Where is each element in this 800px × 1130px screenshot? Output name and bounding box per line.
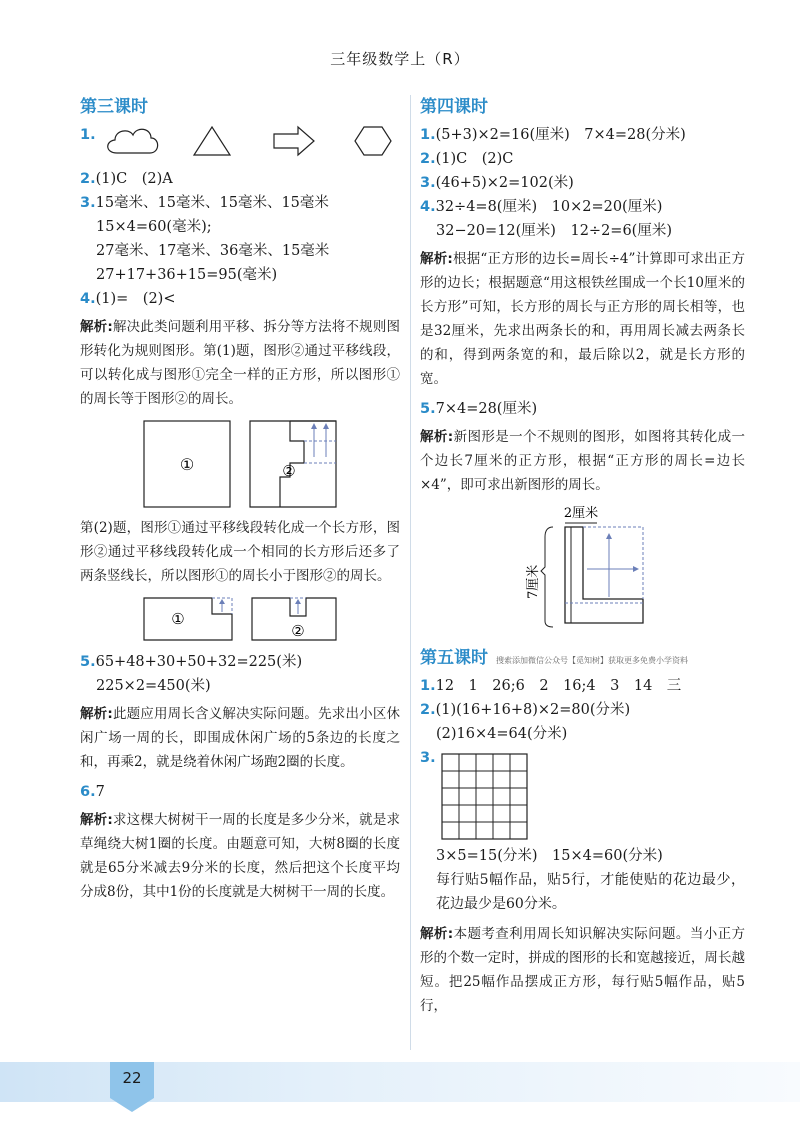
section-title-text: 第五课时 <box>420 648 488 668</box>
answer-number: 1. <box>80 127 96 143</box>
explanation-1 <box>80 315 400 411</box>
figure-rectangles <box>140 594 340 644</box>
answer-number: 3. <box>420 750 436 766</box>
page-number: 22 <box>110 1062 154 1098</box>
answer-text: (5+3)×2=16(厘米) 7×4=28(分米) <box>435 127 686 143</box>
page-header: 三年级数学上（R） <box>330 50 470 68</box>
section-title-lesson3: 第三课时 <box>80 97 148 117</box>
answer-text: 32÷4=8(厘米) 10×2=20(厘米) <box>435 199 663 215</box>
figure-squares <box>140 417 340 512</box>
explanation-text: 根据“正方形的边长=周长÷4”计算即可求出正方形的边长；根据题意“用这根铁丝围成一个长10厘米的长方形”可知，长方形的周长与正方形的周长相等，也是32厘米，先求出两条长的和，再用周长减去两条长的和，得到两条宽的和，最后除以2，就是长方形的宽。 <box>420 251 745 387</box>
explanation-3 <box>80 702 400 774</box>
answer-3 <box>80 191 400 215</box>
square-1-label: ① <box>179 455 195 474</box>
answer-text: 12 1 26;6 2 16;4 3 14 三 <box>435 678 682 694</box>
answer-s5-1 <box>420 674 745 698</box>
explanation-tag: 解析: <box>80 319 113 335</box>
answer-text: 65+48+30+50+32=225(米) <box>95 654 303 670</box>
explanation-tag: 解析: <box>420 926 454 942</box>
cloud-shape <box>108 129 158 153</box>
answer-number: 4. <box>420 199 436 215</box>
square-2-label: ② <box>282 462 296 480</box>
answer-6 <box>80 780 400 804</box>
answer-number: 1. <box>420 678 436 694</box>
answer-number: 5. <box>420 401 436 417</box>
answer-number: 6. <box>80 784 96 800</box>
answer-s5-3-line1: 3×5=15(分米) 15×4=60(分米) <box>436 848 663 864</box>
answer-text: 7 <box>95 784 105 800</box>
answer-number: 2. <box>420 151 436 167</box>
explanation-tag: 解析: <box>420 251 453 267</box>
right-column <box>420 92 745 1024</box>
explanation-4 <box>80 808 400 904</box>
answer-s5-3-line2: 每行贴5幅作品，贴5行，才能使贴的花边最少，花边最少是60分米。 <box>436 872 745 912</box>
answer-text: (1)= (2)< <box>95 291 176 307</box>
explanation-text: 求这棵大树树干一周的长度是多少分米，就是求草绳绕大树1圈的长度。由题意可知，大树8圈的长度就是65分米减去9分米的长度，然后把这个长度平均分成8份，其中1份的长度就是大树树干一周的长度。 <box>80 812 401 900</box>
answer-number: 4. <box>80 291 96 307</box>
answer-1 <box>80 123 400 167</box>
answer-s5-3 <box>420 746 745 844</box>
explanation-text: 本题考查利用周长知识解决实际问题。当小正方形的个数一定时，拼成的图形的长和宽越接近，周长越短。把25幅作品摆成正方形，每行贴5幅作品，贴5行， <box>420 926 746 1014</box>
explanation-r1 <box>420 247 745 391</box>
top-dimension-label: 2厘米 <box>563 506 598 521</box>
answer-4 <box>80 287 400 311</box>
answer-3-line3: 27毫米、17毫米、36毫米、15毫米 <box>96 243 330 259</box>
answer-s5-2 <box>420 698 745 722</box>
explanation-r3 <box>420 922 745 1018</box>
hexagon-shape <box>355 127 391 155</box>
answer-number: 2. <box>420 702 436 718</box>
explanation-text: 新图形是一个不规则的图形，如图将其转化成一个边长7厘米的正方形，根据“正方形的周长=边长×4”，即可求出新图形的周长。 <box>420 429 746 493</box>
explanation-r2 <box>420 425 745 497</box>
answer-text: (1)C (2)A <box>95 171 173 187</box>
grid-5x5 <box>440 752 530 844</box>
column-divider <box>410 95 411 1050</box>
answer-r2 <box>420 147 745 171</box>
explanation-tag: 解析: <box>420 429 454 445</box>
answer-5-line2: 225×2=450(米) <box>96 678 211 694</box>
answer-text: (1)C (2)C <box>435 151 514 167</box>
rect-2-label: ② <box>291 622 305 640</box>
answer-s5-2-line2: (2)16×4=64(分米) <box>436 726 568 742</box>
answer-number: 3. <box>80 195 96 211</box>
answer-text: (46+5)×2=102(米) <box>435 175 574 191</box>
answer-3-line2: 15×4=60(毫米); <box>96 219 212 235</box>
answer-5 <box>80 650 400 674</box>
answer-r4 <box>420 195 745 219</box>
explanation-2: 第(2)题，图形①通过平移线段转化成一个长方形，图形②通过平移线段转化成一个相同的长方形后还多了两条竖线长，所以图形①的周长小于图形②的周长。 <box>80 520 400 584</box>
section-title-lesson5 <box>420 643 745 668</box>
answer-r4-line2: 32−20=12(厘米) 12÷2=6(厘米) <box>436 223 672 239</box>
answer-text: 15毫米、15毫米、15毫米、15毫米 <box>95 195 329 211</box>
section-title-lesson4: 第四课时 <box>420 97 488 117</box>
triangle-shape <box>194 127 230 155</box>
explanation-text: 此题应用周长含义解决实际问题。先求出小区休闲广场一周的长，即围成休闲广场的5条边的长度之和，再乘2，就是绕着休闲广场跑2圈的长度。 <box>80 706 401 770</box>
explanation-text: 解决此类问题利用平移、拆分等方法将不规则图形转化为规则图形。第(1)题，图形②通过平移线段，可以转化成与图形①完全一样的正方形，所以图形①的周长等于图形②的周长。 <box>80 319 401 407</box>
explanation-tag: 解析: <box>80 812 113 828</box>
answer-text: 7×4=28(厘米) <box>435 401 538 417</box>
answer-r5 <box>420 397 745 421</box>
explanation-tag: 解析: <box>80 706 113 722</box>
side-dimension-label: 7厘米 <box>525 564 541 599</box>
answer-3-line4: 27+17+36+15=95(毫米) <box>96 267 278 283</box>
left-column <box>80 92 400 910</box>
shapes-row <box>102 119 402 163</box>
answer-r3 <box>420 171 745 195</box>
rect-1-label: ① <box>171 610 185 628</box>
answer-text: (1)(16+16+8)×2=80(分米) <box>435 702 631 718</box>
figure-l-shape <box>483 503 683 633</box>
answer-number: 2. <box>80 171 96 187</box>
answer-r1 <box>420 123 745 147</box>
answer-number: 1. <box>420 127 436 143</box>
page-number-tab <box>110 1098 154 1112</box>
answer-2 <box>80 167 400 191</box>
answer-number: 3. <box>420 175 436 191</box>
answer-number: 5. <box>80 654 96 670</box>
arrow-shape <box>274 127 314 155</box>
section-note: 搜索添加微信公众号【觅知树】获取更多免费小学资料 <box>496 656 688 665</box>
